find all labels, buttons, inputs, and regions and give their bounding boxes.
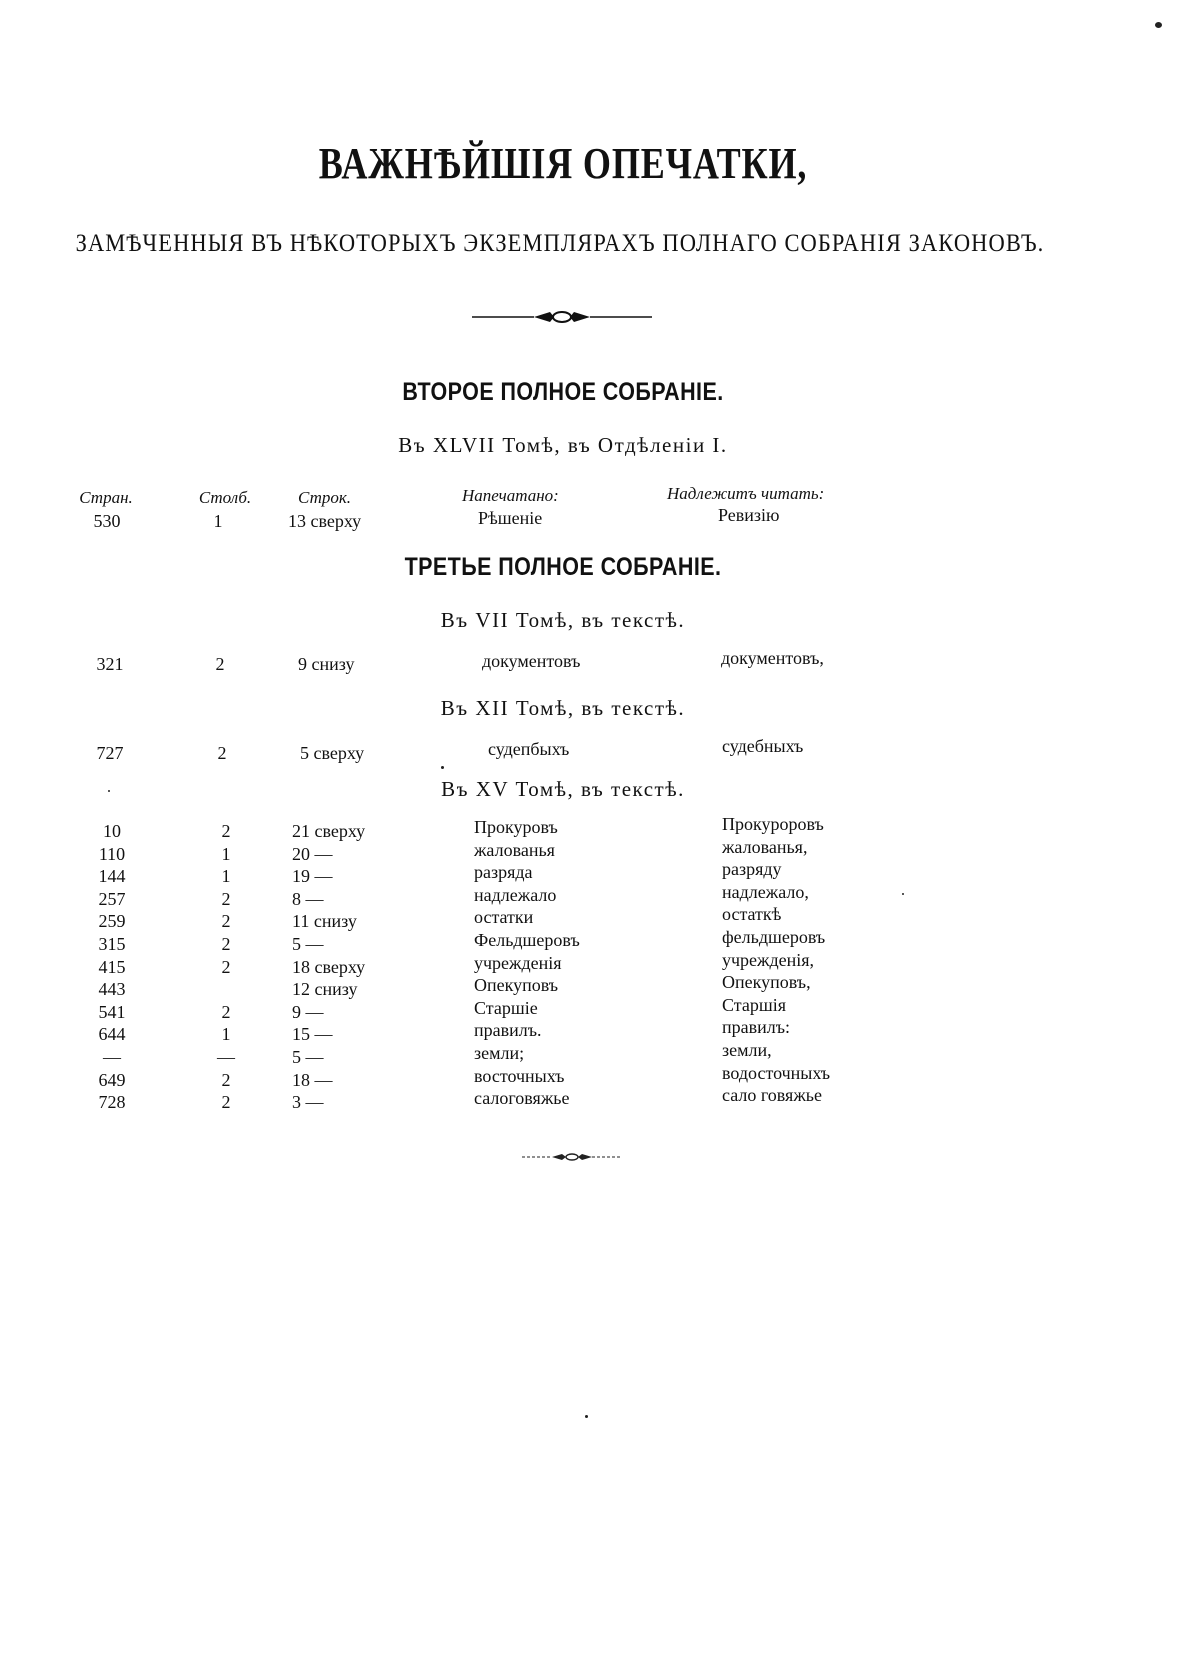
cell-page: 415: [98, 956, 126, 977]
cell-printed: Прокуровъ: [474, 817, 558, 837]
scan-speck: [1155, 22, 1162, 28]
cell-read: учрежденія,: [722, 949, 815, 970]
cell-line: 21 сверху: [292, 821, 366, 841]
cell-printed: жалованья: [474, 839, 555, 860]
cell-read: правилъ:: [722, 1017, 791, 1038]
cell-line: 9 снизу: [298, 654, 355, 674]
section-heading-third: ТРЕТЬЕ ПОЛНОЕ СОБРАНІЕ.: [404, 553, 722, 581]
column-header-printed: Напечатано:: [462, 486, 559, 505]
scan-speck: [902, 893, 904, 895]
cell-line: 13 сверху: [288, 511, 362, 531]
cell-line: 3 —: [292, 1092, 324, 1113]
scan-speck: [108, 790, 110, 792]
cell-printed: разряда: [474, 862, 533, 883]
scan-speck: [441, 766, 444, 769]
cell-page: 315: [98, 934, 126, 954]
cell-line: 11 снизу: [292, 911, 357, 932]
page-subtitle: ЗАМѢЧЕННЫЯ ВЪ НѢКОТОРЫХЪ ЭКЗЕМПЛЯРАХЪ ПОЛНАГО СОБРАНІЯ ЗАКОНОВЪ.: [75, 230, 1045, 257]
cell-page: 144: [98, 866, 126, 887]
subsection-heading-vol15: Въ XV Томѣ, въ текстѣ.: [441, 777, 685, 801]
cell-column: —: [217, 1047, 235, 1067]
cell-printed: салоговяжье: [474, 1088, 570, 1109]
cell-line: 8 —: [292, 888, 324, 909]
cell-printed: Опекуповъ: [474, 975, 559, 996]
cell-printed: восточныхъ: [474, 1065, 565, 1086]
column-header-read: Надлежитъ читать:: [667, 484, 825, 503]
cell-printed: учрежденія: [474, 952, 562, 973]
cell-column: 2: [221, 1001, 231, 1022]
cell-line: 5 —: [292, 934, 324, 954]
cell-page: 110: [98, 843, 126, 864]
scan-speck: [585, 1415, 588, 1418]
cell-column: 1: [213, 511, 223, 531]
cell-page: 727: [96, 743, 124, 763]
cell-printed: судепбыхъ: [488, 739, 570, 759]
cell-column: 1: [221, 843, 231, 864]
cell-page: 10: [103, 821, 121, 841]
cell-line: 19 —: [292, 866, 333, 887]
cell-line: 20 —: [292, 843, 333, 864]
column-header-line: Строк.: [298, 488, 352, 507]
cell-page: 530: [93, 511, 121, 531]
cell-page: 321: [96, 654, 124, 674]
cell-read: надлежало,: [722, 881, 809, 902]
cell-page: 443: [98, 979, 126, 1000]
cell-page: 259: [98, 911, 126, 932]
cell-column: 2: [221, 1069, 231, 1090]
cell-printed: Старшіе: [474, 997, 538, 1018]
cell-line: 15 —: [292, 1024, 333, 1045]
cell-page: 257: [98, 888, 126, 909]
cell-column: 1: [221, 866, 231, 887]
cell-printed: документовъ: [482, 651, 581, 671]
cell-line: 5 сверху: [300, 743, 365, 763]
cell-column: 1: [221, 1024, 231, 1045]
cell-column: 2: [221, 911, 231, 932]
column-header-page: Стран.: [79, 488, 133, 507]
section-heading-second: ВТОРОЕ ПОЛНОЕ СОБРАНІЕ.: [402, 378, 724, 406]
cell-read: остаткѣ: [722, 904, 782, 925]
cell-column: 2: [221, 1092, 231, 1113]
cell-read: водосточныхъ: [722, 1062, 831, 1083]
cell-printed: надлежало: [474, 884, 557, 905]
cell-read: сало говяжье: [722, 1085, 822, 1106]
cell-read: документовъ,: [721, 648, 824, 668]
cell-line: 18 сверху: [292, 956, 366, 977]
cell-line: 12 снизу: [292, 979, 358, 1000]
cell-page: 649: [98, 1069, 126, 1090]
cell-read: Старшія: [722, 994, 786, 1015]
cell-printed: правилъ.: [474, 1020, 542, 1041]
cell-column: 2: [215, 654, 225, 674]
cell-read: земли,: [722, 1040, 772, 1060]
column-header-column: Столб.: [198, 488, 252, 507]
cell-column: 2: [221, 956, 231, 977]
cell-line: 18 —: [292, 1069, 333, 1090]
cell-printed: земли;: [474, 1043, 525, 1063]
subsection-heading-vol12: Въ XII Томѣ, въ текстѣ.: [440, 696, 686, 720]
cell-column: 2: [221, 821, 231, 841]
page-title: ВАЖНѢЙШІЯ ОПЕЧАТКИ,: [318, 139, 808, 188]
cell-read: фельдшеровъ: [722, 927, 826, 947]
cell-column: 2: [221, 934, 231, 954]
cell-line: 9 —: [292, 1001, 324, 1022]
cell-line: 5 —: [292, 1047, 324, 1067]
cell-read: Опекуповъ,: [722, 972, 811, 993]
cell-printed: Рѣшеніе: [478, 508, 543, 528]
cell-column: 2: [217, 743, 227, 763]
cell-page: 644: [98, 1024, 126, 1045]
cell-read: жалованья,: [722, 836, 808, 857]
cell-read: судебныхъ: [722, 736, 804, 756]
subsection-heading-vol7: Въ VII Томѣ, въ текстѣ.: [440, 608, 686, 632]
cell-column: 2: [221, 888, 231, 909]
cell-page: 728: [98, 1092, 126, 1113]
end-ornament: [522, 1150, 622, 1164]
cell-page: 541: [98, 1001, 126, 1022]
cell-page: —: [103, 1047, 121, 1067]
cell-printed: остатки: [474, 907, 534, 928]
cell-read: Прокуроровъ: [722, 814, 824, 834]
cell-printed: Фельдшеровъ: [474, 930, 580, 950]
subsection-heading-vol47: Въ XLVII Томѣ, въ Отдѣленіи I.: [398, 433, 728, 457]
ornament-divider: [472, 305, 652, 329]
cell-read: Ревизію: [718, 505, 780, 525]
cell-read: разряду: [722, 859, 782, 880]
